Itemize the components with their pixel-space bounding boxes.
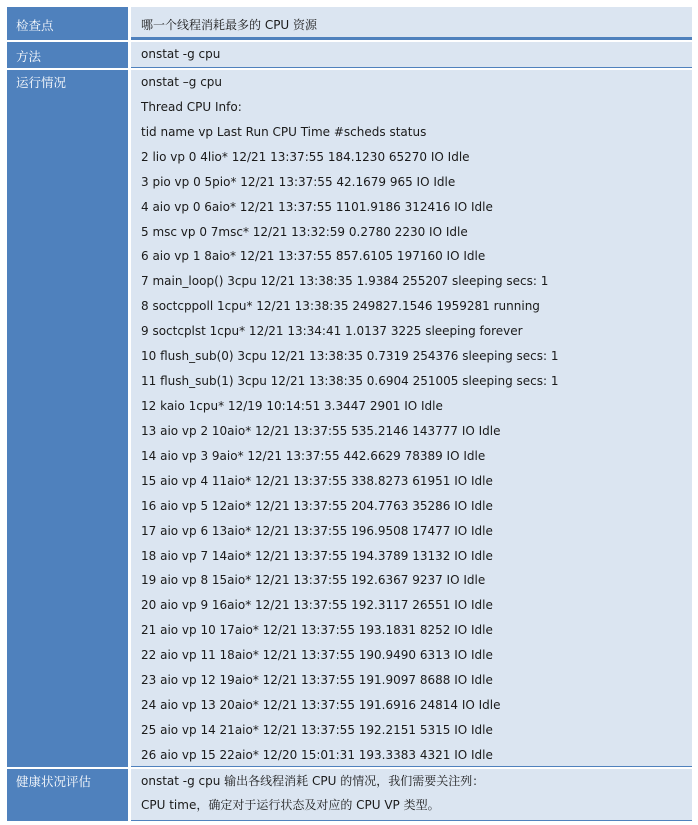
output-line: 18 aio vp 7 14aio* 12/21 13:37:55 194.3789 13132 IO Idle: [141, 548, 493, 563]
output-line: 14 aio vp 3 9aio* 12/21 13:37:55 442.6629 78389 IO Idle: [141, 448, 486, 463]
health-value: [131, 769, 692, 821]
output-line: 23 aio vp 12 19aio* 12/21 13:37:55 191.9097 8688 IO Idle: [141, 673, 493, 688]
output-line: 24 aio vp 13 20aio* 12/21 13:37:55 191.6916 24814 IO Idle: [141, 698, 501, 713]
output-line: 20 aio vp 9 16aio* 12/21 13:37:55 192.3117 26551 IO Idle: [141, 598, 493, 613]
output-line: 21 aio vp 10 17aio* 12/21 13:37:55 193.1831 8252 IO Idle: [141, 623, 493, 638]
method-value: onstat -g cpu: [131, 42, 692, 68]
output-line: 19 aio vp 8 15aio* 12/21 13:37:55 192.6367 9237 IO Idle: [141, 573, 486, 588]
check-point-label: 检查点: [7, 7, 128, 40]
row-check-point: [7, 7, 692, 40]
output-line: onstat –g cpu: [141, 75, 223, 89]
output-line: 3 pio vp 0 5pio* 12/21 13:37:55 42.1679 965 IO Idle: [141, 174, 456, 189]
health-label: 健康状况评估: [7, 769, 128, 821]
output-line: 8 soctcppoll 1cpu* 12/21 13:38:35 249827.1546 1959281 running: [141, 299, 540, 314]
output-line: 13 aio vp 2 10aio* 12/21 13:37:55 535.2146 143777 IO Idle: [141, 423, 501, 438]
output-line: 22 aio vp 11 18aio* 12/21 13:37:55 190.9490 6313 IO Idle: [141, 648, 493, 663]
row-health: [7, 767, 692, 821]
output-line: 6 aio vp 1 8aio* 12/21 13:37:55 857.6105 197160 IO Idle: [141, 249, 486, 264]
output-line: 4 aio vp 0 6aio* 12/21 13:37:55 1101.9186 312416 IO Idle: [141, 199, 493, 214]
output-line: 16 aio vp 5 12aio* 12/21 13:37:55 204.7763 35286 IO Idle: [141, 498, 493, 513]
health-line: onstat -g cpu 输出各线程消耗 CPU 的情况，我们需要关注列：: [141, 774, 485, 788]
output-line: 10 flush_sub(0) 3cpu 12/21 13:38:35 0.7319 254376 sleeping secs: 1: [141, 349, 559, 364]
output-line: 5 msc vp 0 7msc* 12/21 13:32:59 0.2780 2230 IO Idle: [141, 224, 468, 239]
check-point-value: 哪一个线程消耗最多的 CPU 资源: [131, 7, 692, 40]
running-label: 运行情况: [7, 70, 128, 767]
row-method: [7, 40, 692, 68]
document-table: [7, 7, 692, 821]
method-label: 方法: [7, 42, 128, 68]
output-line: 15 aio vp 4 11aio* 12/21 13:37:55 338.8273 61951 IO Idle: [141, 473, 493, 488]
output-line: 2 lio vp 0 4lio* 12/21 13:37:55 184.1230 65270 IO Idle: [141, 149, 470, 164]
output-line: 11 flush_sub(1) 3cpu 12/21 13:38:35 0.6904 251005 sleeping secs: 1: [141, 374, 559, 389]
output-line: 26 aio vp 15 22aio* 12/20 15:01:31 193.3383 4321 IO Idle: [141, 747, 493, 762]
output-line: 25 aio vp 14 21aio* 12/21 13:37:55 192.2151 5315 IO Idle: [141, 722, 493, 737]
output-line: 9 soctcplst 1cpu* 12/21 13:34:41 1.0137 3225 sleeping forever: [141, 324, 523, 339]
row-running: [7, 68, 692, 767]
output-line: 17 aio vp 6 13aio* 12/21 13:37:55 196.9508 17477 IO Idle: [141, 523, 493, 538]
output-line: 12 kaio 1cpu* 12/19 10:14:51 3.3447 2901 IO Idle: [141, 398, 443, 413]
output-line: 7 main_loop() 3cpu 12/21 13:38:35 1.9384 255207 sleeping secs: 1: [141, 274, 549, 289]
output-line: Thread CPU Info:: [141, 99, 242, 114]
running-output: [131, 70, 692, 767]
output-line: tid name vp Last Run CPU Time #scheds status: [141, 124, 427, 139]
health-line: CPU time，确定对于运行状态及对应的 CPU VP 类型。: [141, 798, 440, 812]
